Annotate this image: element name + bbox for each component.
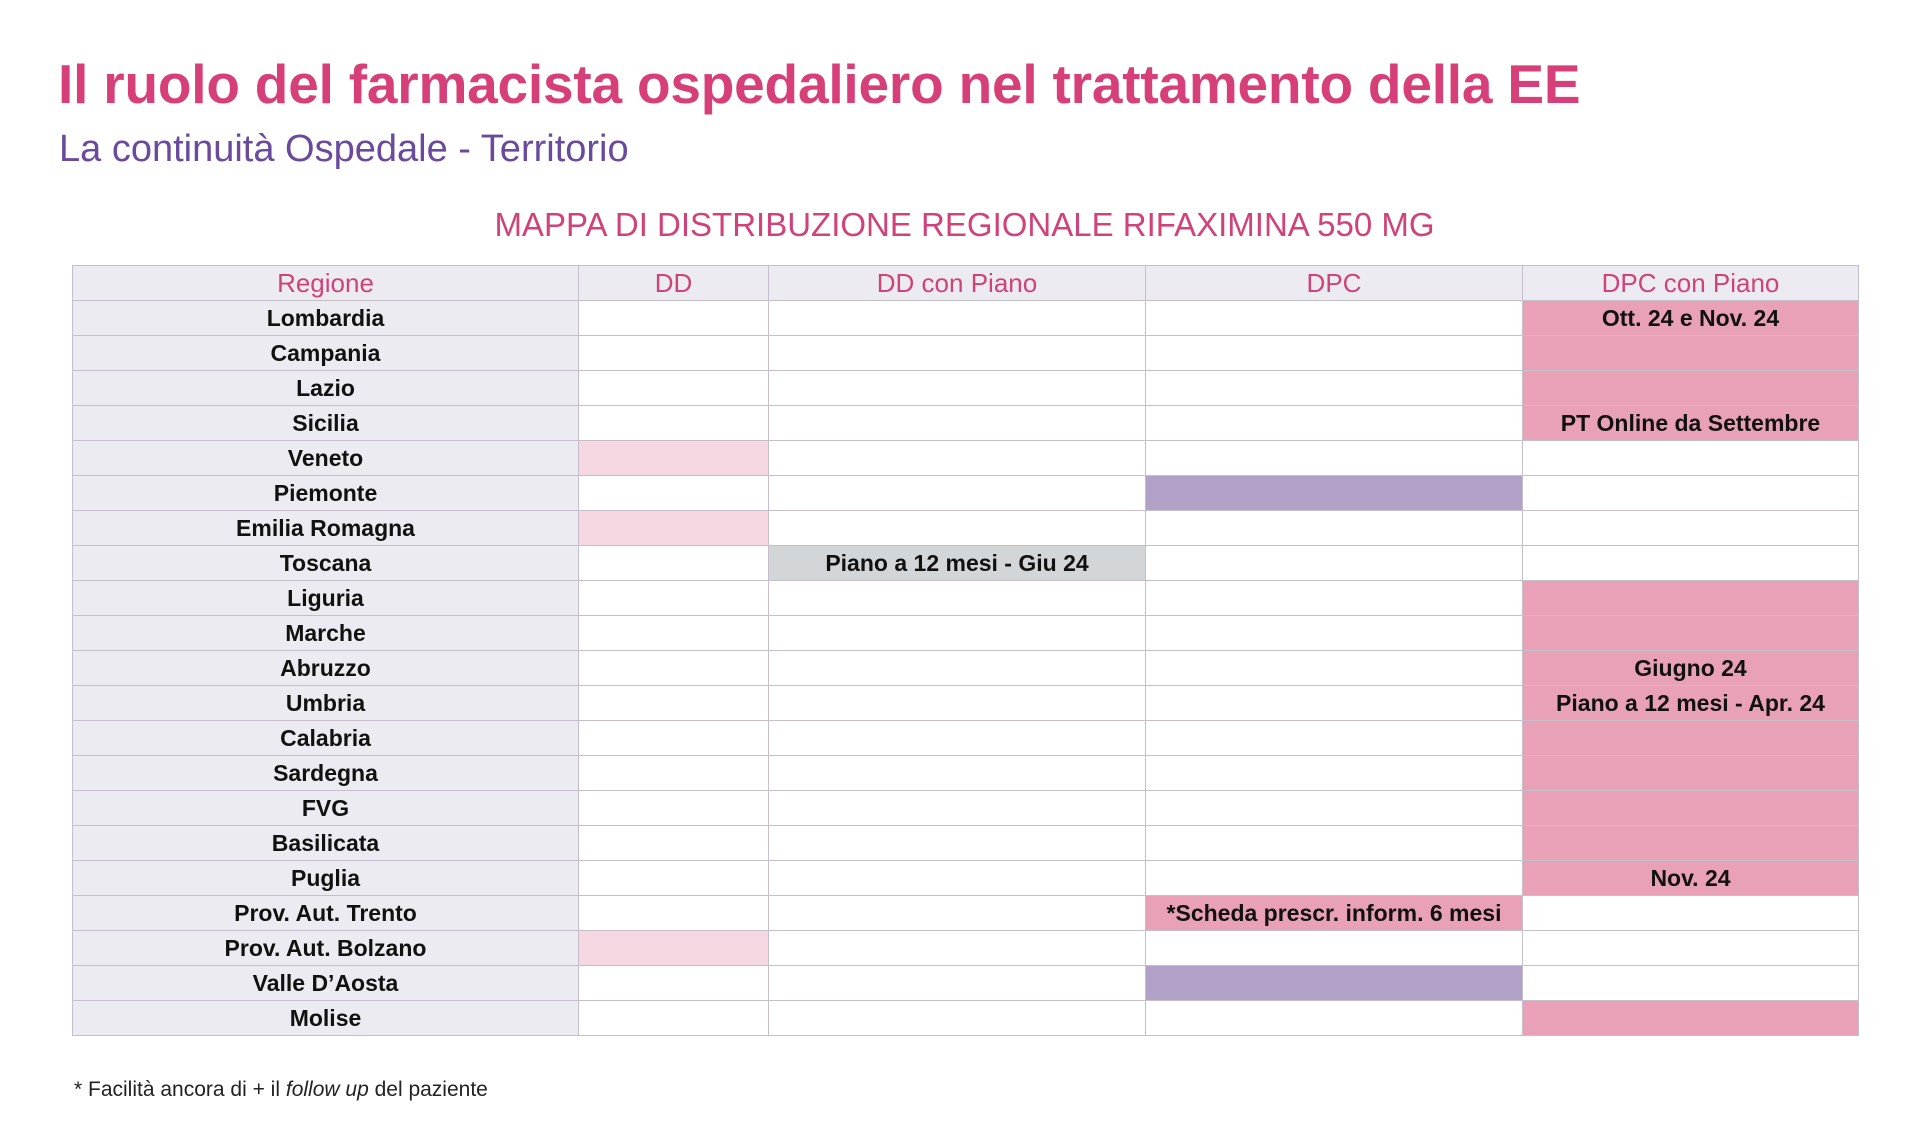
page-title: Il ruolo del farmacista ospedaliero nel trattamento della EE (58, 53, 1581, 115)
table-cell-dd-con-piano (769, 721, 1146, 756)
table-cell-dd-con-piano (769, 581, 1146, 616)
region-cell: Molise (73, 1001, 579, 1036)
footnote-suffix: del paziente (368, 1078, 488, 1101)
table-cell-dd (579, 931, 769, 966)
table-cell-dpc-con-piano: PT Online da Settembre (1523, 406, 1859, 441)
table-cell-dd-con-piano (769, 791, 1146, 826)
table-cell-dpc-con-piano: Nov. 24 (1523, 861, 1859, 896)
page-subtitle: La continuità Ospedale - Territorio (59, 128, 629, 170)
table-cell-dd-con-piano (769, 966, 1146, 1001)
table-cell-dd-con-piano (769, 616, 1146, 651)
table-cell-dpc (1146, 861, 1523, 896)
table-cell-dd-con-piano (769, 686, 1146, 721)
table-cell-dpc (1146, 336, 1523, 371)
region-cell: Prov. Aut. Trento (73, 896, 579, 931)
table-cell-dpc (1146, 756, 1523, 791)
table-cell-dd (579, 336, 769, 371)
table-cell-dpc-con-piano (1523, 931, 1859, 966)
distribution-table (72, 265, 1859, 1036)
table-cell-dpc-con-piano (1523, 756, 1859, 791)
table-cell-dd-con-piano (769, 826, 1146, 861)
region-cell: Prov. Aut. Bolzano (73, 931, 579, 966)
table-cell-dd (579, 791, 769, 826)
table-cell-dpc-con-piano (1523, 441, 1859, 476)
region-cell: Toscana (73, 546, 579, 581)
column-header-dpc-con-piano: DPC con Piano (1523, 266, 1859, 301)
region-cell: Abruzzo (73, 651, 579, 686)
table-cell-dd (579, 441, 769, 476)
table-row (73, 861, 1859, 896)
table-cell-dd-con-piano (769, 336, 1146, 371)
table-cell-dpc (1146, 371, 1523, 406)
table-cell-dd (579, 896, 769, 931)
table-cell-dpc-con-piano (1523, 1001, 1859, 1036)
table-cell-dd-con-piano: Piano a 12 mesi - Giu 24 (769, 546, 1146, 581)
column-header-dd: DD (579, 266, 769, 301)
table-cell-dd (579, 861, 769, 896)
table-cell-dpc: *Scheda prescr. inform. 6 mesi (1146, 896, 1523, 931)
table-cell-dd (579, 686, 769, 721)
table-row (73, 616, 1859, 651)
table-cell-dpc-con-piano (1523, 581, 1859, 616)
footnote (74, 1078, 488, 1102)
table-cell-dd-con-piano (769, 756, 1146, 791)
table-header-row (73, 266, 1859, 301)
table-cell-dd-con-piano (769, 511, 1146, 546)
table-cell-dd-con-piano (769, 406, 1146, 441)
region-cell: Puglia (73, 861, 579, 896)
column-header-dpc: DPC (1146, 266, 1523, 301)
region-cell: Veneto (73, 441, 579, 476)
table-cell-dpc-con-piano: Ott. 24 e Nov. 24 (1523, 301, 1859, 336)
table-cell-dd (579, 511, 769, 546)
region-cell: Sardegna (73, 756, 579, 791)
table-cell-dpc-con-piano (1523, 896, 1859, 931)
table-row (73, 826, 1859, 861)
table-cell-dd (579, 721, 769, 756)
table-cell-dpc-con-piano (1523, 546, 1859, 581)
table-cell-dd (579, 616, 769, 651)
table-row (73, 511, 1859, 546)
table-cell-dpc (1146, 406, 1523, 441)
table-cell-dd (579, 301, 769, 336)
table-cell-dpc (1146, 476, 1523, 511)
table-row (73, 896, 1859, 931)
table-row (73, 1001, 1859, 1036)
table-row (73, 301, 1859, 336)
region-cell: Lombardia (73, 301, 579, 336)
column-header-dd-con-piano: DD con Piano (769, 266, 1146, 301)
region-cell: Valle D’Aosta (73, 966, 579, 1001)
table-cell-dd-con-piano (769, 476, 1146, 511)
table-cell-dpc (1146, 546, 1523, 581)
table-cell-dpc-con-piano (1523, 791, 1859, 826)
region-cell: Sicilia (73, 406, 579, 441)
map-title: MAPPA DI DISTRIBUZIONE REGIONALE RIFAXIMINA 550 MG (494, 206, 1435, 243)
table-row (73, 721, 1859, 756)
region-cell: Marche (73, 616, 579, 651)
table-cell-dd-con-piano (769, 371, 1146, 406)
table-row (73, 371, 1859, 406)
table-row (73, 686, 1859, 721)
table-cell-dpc (1146, 581, 1523, 616)
table-cell-dpc (1146, 791, 1523, 826)
table-cell-dd-con-piano (769, 861, 1146, 896)
region-cell: Basilicata (73, 826, 579, 861)
table-cell-dpc-con-piano (1523, 616, 1859, 651)
table-row (73, 546, 1859, 581)
table-cell-dd (579, 546, 769, 581)
table-row (73, 336, 1859, 371)
table-row (73, 966, 1859, 1001)
table-cell-dd (579, 581, 769, 616)
table-cell-dd-con-piano (769, 896, 1146, 931)
table-cell-dd (579, 476, 769, 511)
table-body (73, 301, 1859, 1036)
table-cell-dpc-con-piano: Piano a 12 mesi - Apr. 24 (1523, 686, 1859, 721)
table-cell-dpc (1146, 1001, 1523, 1036)
column-header-regione: Regione (73, 266, 579, 301)
table-cell-dd (579, 826, 769, 861)
table-cell-dd (579, 966, 769, 1001)
table-cell-dd-con-piano (769, 441, 1146, 476)
table-cell-dpc-con-piano (1523, 336, 1859, 371)
table-cell-dpc (1146, 966, 1523, 1001)
table-cell-dpc (1146, 721, 1523, 756)
table-cell-dpc-con-piano (1523, 721, 1859, 756)
table-cell-dpc-con-piano (1523, 826, 1859, 861)
table-cell-dpc-con-piano (1523, 476, 1859, 511)
table-cell-dd-con-piano (769, 301, 1146, 336)
table-cell-dpc (1146, 301, 1523, 336)
table-row (73, 441, 1859, 476)
table-cell-dpc-con-piano (1523, 966, 1859, 1001)
table-row (73, 791, 1859, 826)
table-cell-dpc (1146, 616, 1523, 651)
table-cell-dpc (1146, 441, 1523, 476)
table-cell-dd (579, 1001, 769, 1036)
table-cell-dd (579, 371, 769, 406)
region-cell: Calabria (73, 721, 579, 756)
footnote-emphasis: follow up (285, 1078, 369, 1101)
region-cell: Liguria (73, 581, 579, 616)
table-cell-dd-con-piano (769, 1001, 1146, 1036)
region-cell: Campania (73, 336, 579, 371)
table-cell-dd-con-piano (769, 931, 1146, 966)
table-cell-dpc-con-piano: Giugno 24 (1523, 651, 1859, 686)
region-cell: Umbria (73, 686, 579, 721)
table-cell-dd-con-piano (769, 651, 1146, 686)
table-row (73, 651, 1859, 686)
table-cell-dpc (1146, 686, 1523, 721)
table-row (73, 476, 1859, 511)
table-cell-dd (579, 651, 769, 686)
table-cell-dpc (1146, 826, 1523, 861)
table-cell-dpc (1146, 511, 1523, 546)
region-cell: Lazio (73, 371, 579, 406)
table-cell-dpc-con-piano (1523, 511, 1859, 546)
footnote-prefix: * Facilità ancora di + il (74, 1078, 286, 1101)
table-row (73, 756, 1859, 791)
table-row (73, 581, 1859, 616)
region-cell: Piemonte (73, 476, 579, 511)
table-cell-dpc-con-piano (1523, 371, 1859, 406)
table-row (73, 931, 1859, 966)
table-cell-dd (579, 406, 769, 441)
table-row (73, 406, 1859, 441)
region-cell: Emilia Romagna (73, 511, 579, 546)
table-cell-dpc (1146, 651, 1523, 686)
region-cell: FVG (73, 791, 579, 826)
table-cell-dd (579, 756, 769, 791)
table-cell-dpc (1146, 931, 1523, 966)
